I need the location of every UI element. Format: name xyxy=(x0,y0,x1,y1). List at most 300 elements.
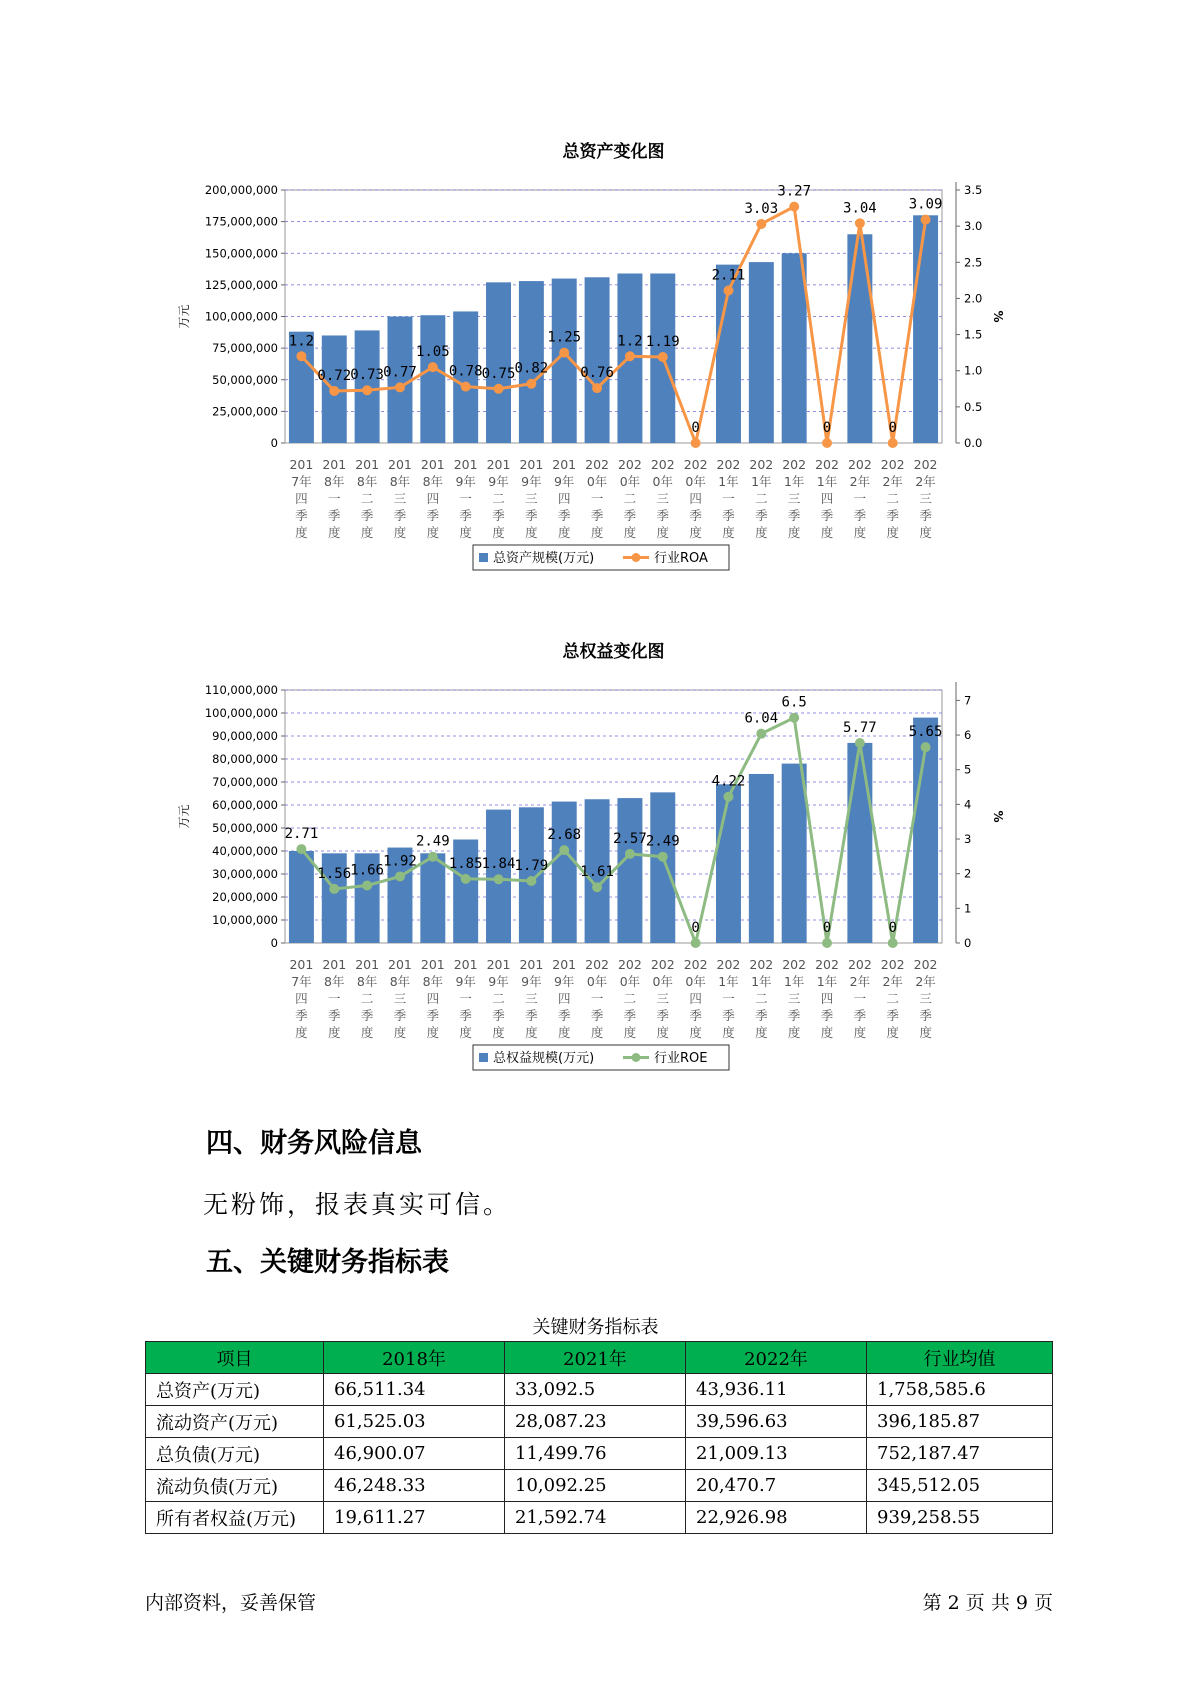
table-row xyxy=(146,1438,1053,1470)
x-tick-label-line: 201 xyxy=(388,957,412,972)
x-tick-label-line: 201 xyxy=(388,457,412,472)
x-tick-label-line: 9年 xyxy=(488,974,509,989)
line-point xyxy=(658,852,668,862)
x-tick-label-line: 201 xyxy=(420,457,445,472)
x-tick-label-line: 季 xyxy=(393,508,407,523)
x-tick-label xyxy=(782,957,806,1040)
line-point xyxy=(723,285,733,295)
x-tick-label-line: 一 xyxy=(328,491,341,506)
x-tick-label-line: 201 xyxy=(519,457,544,472)
x-tick-label-line: 202 xyxy=(847,957,872,972)
x-tick-label-line: 四 xyxy=(557,991,571,1006)
data-label: 3.27 xyxy=(777,183,812,200)
y2-tick-label: 6 xyxy=(964,728,972,743)
data-label: 1.25 xyxy=(547,329,582,346)
x-tick-label-line: 度 xyxy=(492,1025,505,1040)
x-tick-label-line: 季 xyxy=(623,1008,637,1023)
data-label: 6.5 xyxy=(781,694,807,711)
line-point xyxy=(559,845,569,855)
x-tick-label-line: 2年 xyxy=(915,974,936,989)
data-label: 0.77 xyxy=(383,364,417,381)
section-5-heading: 五、关键财务指标表 xyxy=(206,1247,449,1278)
line-point xyxy=(625,849,635,859)
table-row xyxy=(146,1406,1053,1438)
x-tick-label-line: 度 xyxy=(919,1025,932,1040)
x-tick-label-line: 二 xyxy=(492,491,505,506)
data-label: 0 xyxy=(888,420,897,436)
footer-confidential: 内部资料，妥善保管 xyxy=(145,1592,317,1614)
line-point xyxy=(592,882,602,892)
x-tick-label-line: 四 xyxy=(426,491,440,506)
x-tick-label-line: 季 xyxy=(328,1008,341,1023)
x-tick-label-line: 202 xyxy=(880,957,905,972)
x-tick-label-line: 季 xyxy=(360,508,374,523)
data-label: 2.68 xyxy=(547,827,582,844)
data-label: 0.78 xyxy=(448,363,483,380)
y2-tick-label: 1.0 xyxy=(964,363,983,378)
x-tick-label-line: 一 xyxy=(459,491,472,506)
x-tick-label-line: 度 xyxy=(360,1025,374,1040)
x-tick-label-line: 9年 xyxy=(455,974,476,989)
data-label: 2.49 xyxy=(415,833,450,850)
bar xyxy=(486,282,511,443)
y2-axis-label: % xyxy=(991,310,1005,323)
table-cell: 19,611.27 xyxy=(324,1502,505,1534)
y-tick-label: 0 xyxy=(270,436,278,450)
x-tick-label-line: 一 xyxy=(590,991,604,1006)
x-tick-label xyxy=(881,457,905,540)
x-tick-label-line: 度 xyxy=(820,1025,834,1040)
data-label: 0.73 xyxy=(350,367,384,384)
y2-tick-label: 3 xyxy=(964,832,972,847)
x-tick-label-line: 一 xyxy=(459,991,472,1006)
x-tick-label xyxy=(848,457,872,540)
x-tick-label-line: 四 xyxy=(689,991,702,1006)
x-tick-label xyxy=(487,457,511,540)
table-cell: 所有者权益(万元) xyxy=(146,1502,324,1534)
x-tick-label-line: 8年 xyxy=(389,474,411,489)
x-tick-label-line: 1年 xyxy=(783,974,805,989)
x-tick-label-line: 二 xyxy=(755,991,768,1006)
table-cell: 22,926.98 xyxy=(686,1502,867,1534)
x-tick-label-line: 201 xyxy=(552,957,577,972)
x-tick-label xyxy=(618,457,642,540)
data-label: 1.85 xyxy=(448,855,483,872)
x-tick-label-line: 季 xyxy=(492,1008,505,1023)
x-tick-label-line: 二 xyxy=(623,491,637,506)
y2-tick-label: 0 xyxy=(964,936,972,950)
y-tick-label: 200,000,000 xyxy=(204,183,278,197)
x-tick-label xyxy=(651,457,675,540)
legend-line-label: 行业ROA xyxy=(654,551,708,566)
x-tick-label xyxy=(815,457,839,540)
x-tick-label-line: 202 xyxy=(716,457,741,472)
x-tick-label-line: 202 xyxy=(782,957,807,972)
y2-tick-label: 0.0 xyxy=(964,436,983,450)
x-tick-label xyxy=(519,957,543,1040)
x-tick-label-line: 季 xyxy=(755,508,768,523)
x-tick-label-line: 0年 xyxy=(619,974,641,989)
y-tick-label: 30,000,000 xyxy=(212,867,278,881)
x-tick-label-line: 季 xyxy=(525,508,538,523)
x-tick-label-line: 度 xyxy=(492,525,505,540)
y-axis-label: 万元 xyxy=(177,804,191,829)
bar xyxy=(289,851,314,943)
y-tick-label: 50,000,000 xyxy=(212,372,278,387)
x-tick-label xyxy=(289,457,313,540)
x-tick-label-line: 2年 xyxy=(915,474,936,489)
x-tick-label-line: 度 xyxy=(787,525,801,540)
x-tick-label xyxy=(322,457,346,540)
x-tick-label-line: 201 xyxy=(355,957,380,972)
chart-title: 总权益变化图 xyxy=(562,642,665,662)
x-tick-label-line: 202 xyxy=(749,957,774,972)
x-tick-label-line: 季 xyxy=(722,1008,735,1023)
x-tick-label-line: 三 xyxy=(656,991,670,1006)
y2-tick-label: 2.0 xyxy=(964,291,983,306)
x-tick-label-line: 9年 xyxy=(553,974,575,989)
x-tick-label-line: 201 xyxy=(552,457,577,472)
x-tick-label-line: 季 xyxy=(525,1008,538,1023)
x-tick-label-line: 一 xyxy=(722,991,735,1006)
total-assets-chart-svg xyxy=(150,135,1050,595)
line-point xyxy=(888,438,898,448)
x-tick-label-line: 202 xyxy=(650,457,675,472)
x-tick-label-line: 202 xyxy=(749,457,774,472)
table-header-cell: 行业均值 xyxy=(867,1342,1053,1374)
x-tick-label-line: 2年 xyxy=(882,474,903,489)
x-tick-label-line: 季 xyxy=(722,508,735,523)
x-tick-label-line: 一 xyxy=(328,991,341,1006)
x-tick-label xyxy=(388,957,412,1040)
legend-bar-label: 总权益规模(万元) xyxy=(493,1051,595,1066)
y2-tick-label: 2.5 xyxy=(964,255,983,270)
x-tick-label-line: 三 xyxy=(919,491,932,506)
x-tick-label xyxy=(881,957,905,1040)
table-header-cell: 2021年 xyxy=(505,1342,686,1374)
x-tick-label xyxy=(289,957,313,1040)
table-row xyxy=(146,1374,1053,1406)
legend-line-label: 行业ROE xyxy=(654,1051,708,1066)
x-tick-label xyxy=(322,957,346,1040)
x-tick-label-line: 四 xyxy=(820,991,834,1006)
x-tick-label-line: 季 xyxy=(820,1008,834,1023)
line-point xyxy=(822,938,832,948)
data-label: 1.61 xyxy=(580,864,614,881)
y2-tick-label: 0.5 xyxy=(964,399,983,414)
bar xyxy=(749,262,774,443)
data-label: 1.92 xyxy=(383,853,417,870)
line-point xyxy=(395,871,405,881)
x-tick-label-line: 1年 xyxy=(783,474,805,489)
x-tick-label-line: 8年 xyxy=(324,474,345,489)
data-label: 2.11 xyxy=(711,267,746,284)
bar xyxy=(913,215,938,443)
table-cell: 39,596.63 xyxy=(686,1406,867,1438)
x-tick-label xyxy=(914,957,938,1040)
x-tick-label-line: 季 xyxy=(360,1008,374,1023)
x-tick-label-line: 季 xyxy=(787,1008,801,1023)
x-tick-label-line: 季 xyxy=(328,508,341,523)
x-tick-label-line: 1年 xyxy=(816,474,838,489)
x-tick-label-line: 季 xyxy=(853,508,867,523)
x-tick-label xyxy=(815,957,839,1040)
x-tick-label-line: 季 xyxy=(689,1008,702,1023)
x-tick-label xyxy=(848,957,872,1040)
bar xyxy=(585,277,610,443)
line-point xyxy=(559,348,569,358)
x-tick-label-line: 四 xyxy=(820,491,834,506)
x-tick-label-line: 三 xyxy=(525,491,538,506)
data-label: 1.66 xyxy=(350,862,384,879)
x-tick-label-line: 0年 xyxy=(685,474,706,489)
x-tick-label-line: 度 xyxy=(755,1025,768,1040)
data-label: 0.82 xyxy=(514,360,549,377)
x-tick-label-line: 四 xyxy=(689,491,702,506)
x-tick-label-line: 季 xyxy=(295,1008,308,1023)
legend-line-marker xyxy=(632,553,641,562)
table-cell: 总负债(万元) xyxy=(146,1438,324,1470)
x-tick-label-line: 季 xyxy=(919,508,932,523)
x-tick-label-line: 度 xyxy=(886,525,899,540)
y-tick-label: 25,000,000 xyxy=(212,404,278,419)
line-point xyxy=(329,386,339,396)
x-tick-label-line: 201 xyxy=(322,457,347,472)
line-point xyxy=(428,362,438,372)
x-tick-label-line: 8年 xyxy=(324,974,345,989)
y2-tick-label: 3.5 xyxy=(964,183,983,197)
line-point xyxy=(461,874,471,884)
x-tick-label-line: 1年 xyxy=(751,474,772,489)
data-label: 5.65 xyxy=(908,724,943,741)
line-point xyxy=(494,384,504,394)
x-tick-label-line: 度 xyxy=(722,525,735,540)
x-tick-label-line: 8年 xyxy=(356,974,378,989)
x-tick-label-line: 季 xyxy=(919,1008,932,1023)
x-tick-label-line: 202 xyxy=(913,457,938,472)
x-tick-label-line: 度 xyxy=(557,525,571,540)
x-tick-label-line: 三 xyxy=(393,991,407,1006)
x-tick-label-line: 度 xyxy=(590,525,604,540)
x-tick-label-line: 度 xyxy=(295,525,308,540)
x-tick-label xyxy=(355,957,379,1040)
bar xyxy=(519,807,544,943)
table-cell: 33,092.5 xyxy=(505,1374,686,1406)
line-point xyxy=(855,218,865,228)
y-tick-label: 150,000,000 xyxy=(204,246,278,261)
data-label: 1.56 xyxy=(317,865,352,882)
x-tick-label-line: 0年 xyxy=(685,974,706,989)
table-header-cell: 项目 xyxy=(146,1342,324,1374)
x-tick-label-line: 9年 xyxy=(488,474,509,489)
table-cell: 11,499.76 xyxy=(505,1438,686,1470)
x-tick-label-line: 度 xyxy=(755,525,768,540)
x-tick-label-line: 季 xyxy=(886,1008,899,1023)
x-tick-label xyxy=(684,957,708,1040)
y-tick-label: 20,000,000 xyxy=(212,890,278,904)
line-point xyxy=(395,382,405,392)
x-tick-label-line: 201 xyxy=(322,957,347,972)
x-tick-label-line: 1年 xyxy=(751,974,772,989)
x-tick-label xyxy=(651,957,675,1040)
x-tick-label-line: 度 xyxy=(525,525,538,540)
y2-axis-label: % xyxy=(991,810,1005,823)
x-tick-label-line: 0年 xyxy=(619,474,641,489)
x-tick-label xyxy=(454,957,478,1040)
x-tick-label-line: 一 xyxy=(853,991,867,1006)
data-label: 1.2 xyxy=(617,333,643,350)
line-point xyxy=(362,880,372,890)
line-point xyxy=(658,352,668,362)
x-tick-label-line: 二 xyxy=(755,491,768,506)
line-point xyxy=(296,351,306,361)
data-label: 0.75 xyxy=(481,365,516,382)
x-tick-label-line: 三 xyxy=(525,991,538,1006)
table-cell: 10,092.25 xyxy=(505,1470,686,1502)
x-tick-label-line: 度 xyxy=(853,525,867,540)
data-label: 3.04 xyxy=(843,200,877,217)
line-point xyxy=(691,438,701,448)
x-tick-label-line: 季 xyxy=(656,1008,670,1023)
line-point xyxy=(362,385,372,395)
y2-tick-label: 2 xyxy=(964,866,972,881)
x-tick-label-line: 0年 xyxy=(586,974,608,989)
x-tick-label-line: 四 xyxy=(295,491,308,506)
line-point xyxy=(329,884,339,894)
line-point xyxy=(756,219,766,229)
x-tick-label-line: 度 xyxy=(689,525,702,540)
y-tick-label: 125,000,000 xyxy=(204,277,278,292)
x-tick-label-line: 202 xyxy=(585,457,610,472)
data-label: 0 xyxy=(691,920,700,936)
bar xyxy=(782,764,807,943)
data-label: 1.2 xyxy=(288,333,315,350)
table-header-row xyxy=(146,1342,1053,1374)
x-tick-label-line: 度 xyxy=(393,525,407,540)
line-point xyxy=(494,874,504,884)
x-tick-label-line: 202 xyxy=(617,957,642,972)
y-tick-label: 0 xyxy=(270,936,278,950)
x-tick-label-line: 四 xyxy=(295,991,308,1006)
data-label: 0 xyxy=(691,420,700,436)
x-tick-label-line: 度 xyxy=(426,525,440,540)
x-tick-label-line: 201 xyxy=(289,457,314,472)
data-label: 2.49 xyxy=(645,833,680,850)
y-tick-label: 80,000,000 xyxy=(212,752,278,766)
data-label: 6.04 xyxy=(744,710,779,727)
x-tick-label-line: 1年 xyxy=(718,474,739,489)
data-label: 0 xyxy=(888,920,897,936)
table-cell: 1,758,585.6 xyxy=(867,1374,1053,1406)
x-tick-label-line: 三 xyxy=(787,991,801,1006)
x-tick-label-line: 202 xyxy=(815,957,839,972)
data-label: 0.76 xyxy=(580,365,614,382)
x-tick-label-line: 二 xyxy=(492,991,505,1006)
table-header-cell: 2022年 xyxy=(686,1342,867,1374)
x-tick-label-line: 二 xyxy=(886,991,899,1006)
table-cell: 46,900.07 xyxy=(324,1438,505,1470)
x-tick-label-line: 三 xyxy=(656,491,670,506)
x-tick-label-line: 度 xyxy=(787,1025,801,1040)
x-tick-label-line: 季 xyxy=(689,508,702,523)
x-tick-label xyxy=(355,457,379,540)
y-tick-label: 175,000,000 xyxy=(204,214,278,229)
table-cell: 总资产(万元) xyxy=(146,1374,324,1406)
x-tick-label-line: 201 xyxy=(486,957,511,972)
table-header-cell: 2018年 xyxy=(324,1342,505,1374)
x-tick-label-line: 8年 xyxy=(356,474,378,489)
x-tick-label xyxy=(487,957,511,1040)
y2-tick-label: 3.0 xyxy=(964,219,983,234)
x-tick-label-line: 度 xyxy=(656,525,670,540)
bar xyxy=(617,798,642,943)
x-tick-label-line: 201 xyxy=(519,957,544,972)
table-cell: 21,592.74 xyxy=(505,1502,686,1534)
x-tick-label-line: 二 xyxy=(360,491,374,506)
y-axis-label: 万元 xyxy=(177,304,191,329)
x-tick-label-line: 201 xyxy=(486,457,511,472)
x-tick-label-line: 季 xyxy=(820,508,834,523)
x-tick-label-line: 季 xyxy=(557,1008,571,1023)
x-tick-label xyxy=(585,457,609,540)
legend-bar-label: 总资产规模(万元) xyxy=(493,551,595,566)
x-tick-label-line: 度 xyxy=(525,1025,538,1040)
x-tick-label-line: 季 xyxy=(755,1008,768,1023)
table-caption: 关键财务指标表 xyxy=(532,1317,659,1338)
bar xyxy=(420,853,445,943)
table-cell: 46,248.33 xyxy=(324,1470,505,1502)
x-tick-label-line: 度 xyxy=(459,525,472,540)
x-tick-label-line: 7年 xyxy=(291,474,312,489)
y-tick-label: 90,000,000 xyxy=(212,729,278,743)
x-tick-label-line: 9年 xyxy=(521,974,542,989)
x-tick-label-line: 二 xyxy=(623,991,637,1006)
bar xyxy=(782,253,807,443)
data-label: 0 xyxy=(822,420,832,436)
x-tick-label-line: 202 xyxy=(913,957,938,972)
section-4-body: 无粉饰，报表真实可信。 xyxy=(203,1190,512,1219)
line-point xyxy=(526,876,536,886)
line-point xyxy=(789,202,799,212)
data-label: 1.84 xyxy=(481,856,516,873)
y-tick-label: 50,000,000 xyxy=(212,821,278,835)
x-tick-label-line: 二 xyxy=(360,991,374,1006)
table-cell: 流动负债(万元) xyxy=(146,1470,324,1502)
total-assets-chart xyxy=(150,135,1050,595)
x-tick-label-line: 一 xyxy=(722,491,735,506)
table-cell: 20,470.7 xyxy=(686,1470,867,1502)
bar xyxy=(749,774,774,943)
x-tick-label-line: 度 xyxy=(328,1025,341,1040)
x-tick-label-line: 度 xyxy=(426,1025,440,1040)
x-tick-label-line: 202 xyxy=(815,457,839,472)
x-tick-label-line: 度 xyxy=(722,1025,735,1040)
chart-title: 总资产变化图 xyxy=(562,142,665,162)
y-tick-label: 100,000,000 xyxy=(204,309,278,324)
y-tick-label: 110,000,000 xyxy=(204,683,278,697)
x-tick-label xyxy=(519,457,543,540)
x-tick-label-line: 度 xyxy=(623,1025,637,1040)
x-tick-label xyxy=(552,957,576,1040)
data-label: 1.05 xyxy=(415,344,450,361)
table-cell: 43,936.11 xyxy=(686,1374,867,1406)
y2-tick-label: 7 xyxy=(964,693,972,708)
x-tick-label-line: 四 xyxy=(557,491,571,506)
line-point xyxy=(789,713,799,723)
x-tick-label-line: 201 xyxy=(453,957,478,972)
bar xyxy=(650,792,675,943)
x-tick-label-line: 9年 xyxy=(455,474,476,489)
